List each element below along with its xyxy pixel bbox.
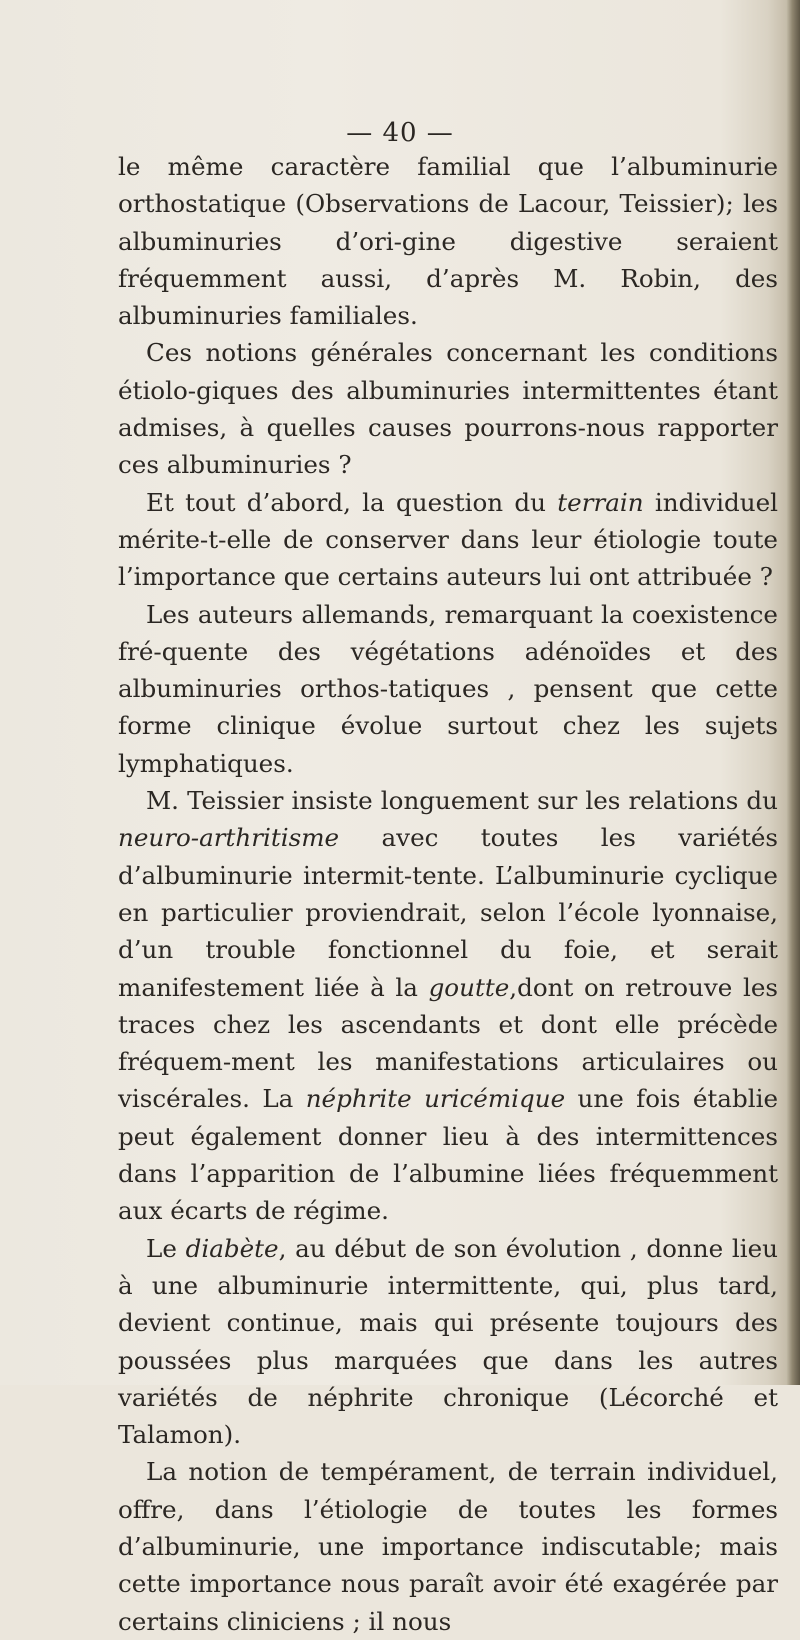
- paragraph: [118, 148, 778, 334]
- text-run: Ces notions générales concernant les conditions étiolo-giques des albuminuries intermittentes étant admises, à quelles causes pourrons-nous rapporter ces albuminuries ?: [118, 338, 778, 480]
- paragraph: [118, 1453, 778, 1639]
- text-run: Les auteurs allemands, remarquant la coexistence fré-quente des végétations adénoïdes et des albuminuries orthos-tatiques , pensent que cette forme clinique évolue surtout chez les sujets lymphatiques.: [118, 599, 778, 778]
- text-run: avec toutes les variétés d’albuminurie intermit-tente. L’albuminurie cyclique en particulier proviendrait, selon l’école lyonnaise, d’un trouble fonctionnel du foie, et serait manifestement liée à la: [118, 823, 778, 1002]
- paragraph: [118, 1230, 778, 1454]
- paragraph: [118, 596, 778, 782]
- text-run: , au début de son évolution , donne lieu à une albuminurie intermittente, qui, plus tard, devient continue, mais qui présente toujours des poussées plus marquées que dans les autres variétés de néphrite chronique (Lécorché et Talamon).: [118, 1233, 778, 1450]
- text-run: La notion de tempérament, de terrain individuel, offre, dans l’étiologie de toutes les formes d’albuminurie, une importance indiscutable; mais cette importance nous paraît avoir été exagérée par certains cliniciens ; il nous: [118, 1457, 778, 1636]
- italic-term: terrain: [557, 487, 644, 517]
- text-run: M. Teissier insiste longuement sur les relations du: [146, 786, 778, 816]
- text-run: individuel mérite-t-elle de conserver dans leur étiologie toute l’importance que certains auteurs lui ont attribuée ?: [118, 487, 778, 592]
- paragraph: [118, 484, 778, 596]
- paragraph: [118, 782, 778, 1230]
- text-run: Et tout d’abord, la question du: [146, 487, 558, 517]
- text-run: le même caractère familial que l’albuminurie orthostatique (Observations de Lacour, Teissier); les albuminuries d’ori-gine digestive seraient fréquemment aussi, d’après M. Robin, des albuminuries familiales.: [118, 152, 778, 331]
- text-run: ,dont on retrouve les traces chez les ascendants et dont elle précède fréquem-ment les manifestations articulaires ou viscérales. La: [118, 972, 778, 1114]
- page-edge-shadow: [786, 0, 800, 1385]
- italic-term: diabète: [185, 1233, 279, 1263]
- italic-term: neuro-arthritisme: [118, 823, 340, 853]
- italic-term: goutte: [428, 972, 510, 1002]
- page-number: — 40 —: [346, 118, 454, 148]
- text-run: Le: [146, 1233, 186, 1263]
- italic-term: néphrite uricémique: [305, 1084, 566, 1114]
- paragraph: [118, 334, 778, 483]
- body-text: [118, 148, 778, 1640]
- text-run: une fois établie peut également donner lieu à des intermittences dans l’apparition de l’albumine liées fréquemment aux écarts de régime.: [118, 1084, 778, 1226]
